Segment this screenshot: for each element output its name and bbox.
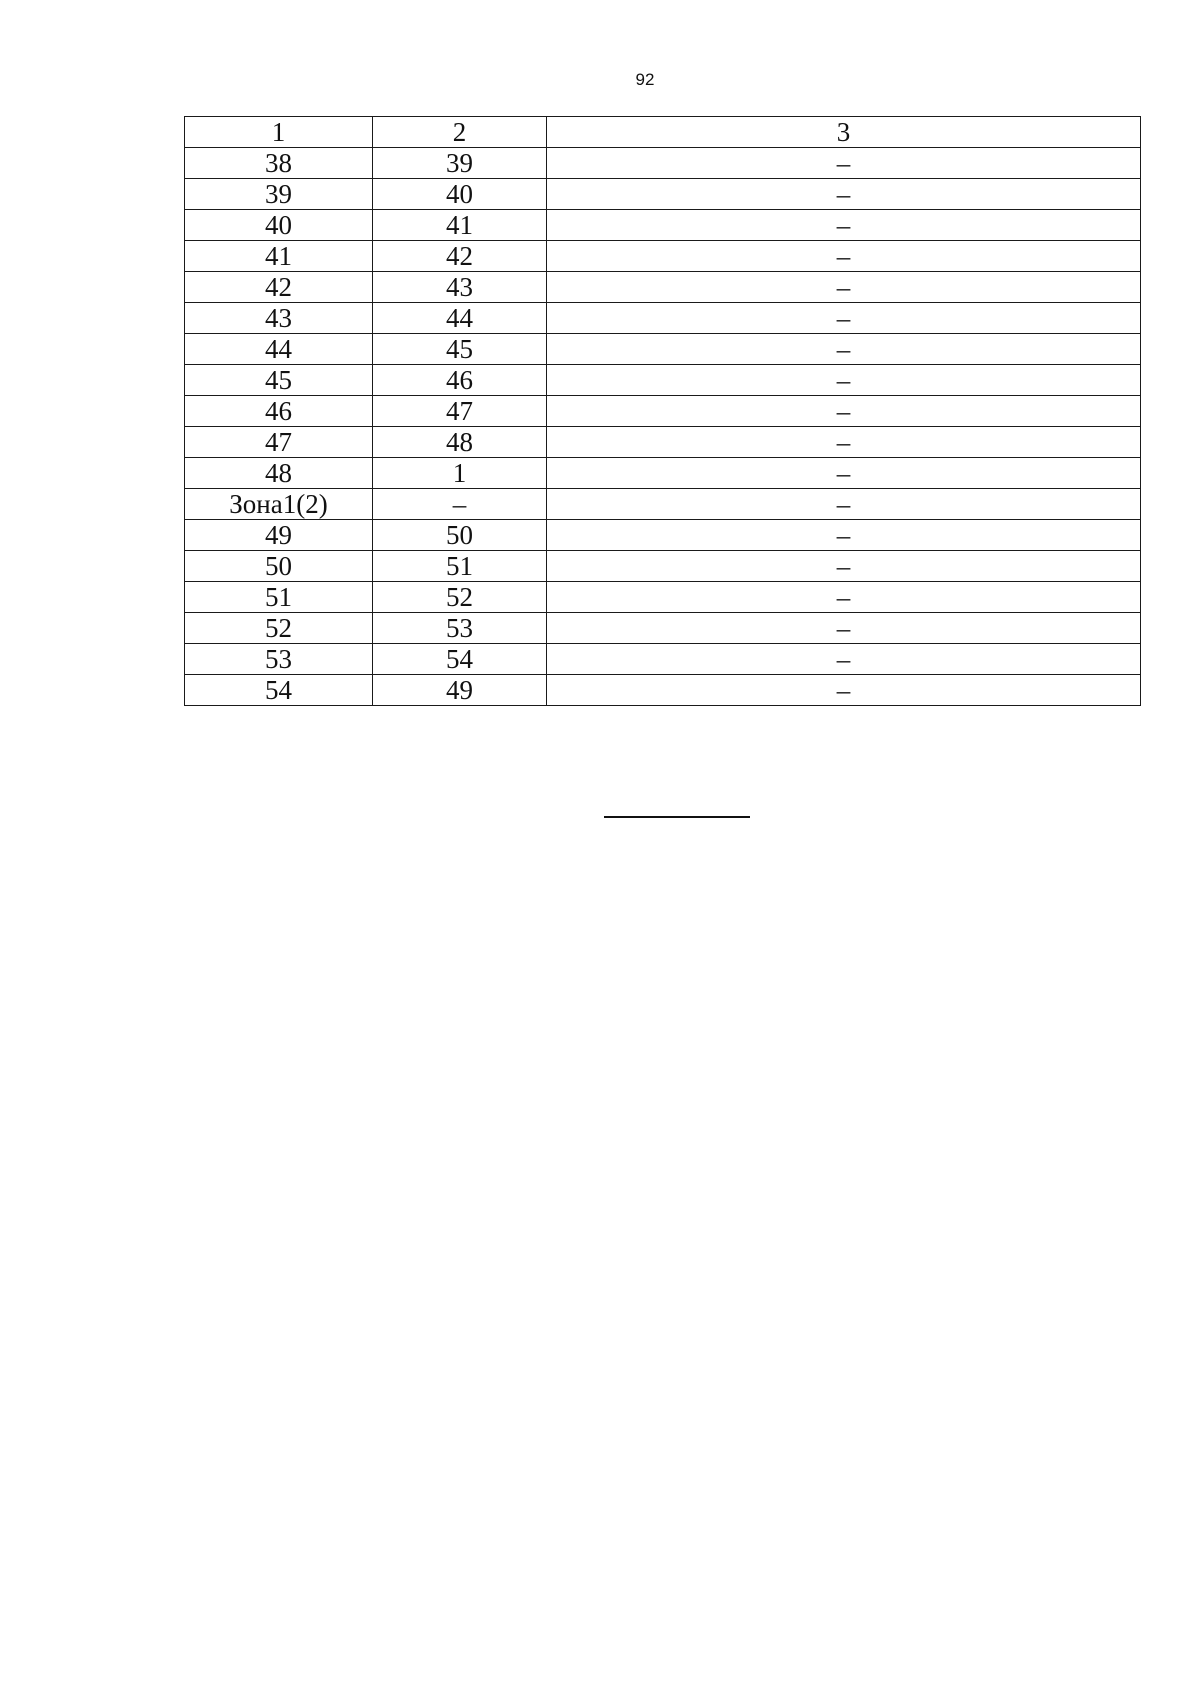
table-cell-col-3: – bbox=[547, 241, 1141, 272]
table-cell-col-2: 50 bbox=[373, 520, 547, 551]
table-cell-col-3: – bbox=[547, 334, 1141, 365]
table-cell-col-1: 45 bbox=[185, 365, 373, 396]
table-row bbox=[185, 148, 1141, 179]
table-row bbox=[185, 303, 1141, 334]
table-cell-col-1: 51 bbox=[185, 582, 373, 613]
table-cell-col-2: 45 bbox=[373, 334, 547, 365]
table-cell-col-3: – bbox=[547, 396, 1141, 427]
table-row bbox=[185, 644, 1141, 675]
table-cell-col-2: – bbox=[373, 489, 547, 520]
table-cell-col-2: 42 bbox=[373, 241, 547, 272]
table-cell-col-1: 42 bbox=[185, 272, 373, 303]
table-cell-col-3: – bbox=[547, 210, 1141, 241]
table-cell-col-1: 48 bbox=[185, 458, 373, 489]
table-cell-col-3: – bbox=[547, 551, 1141, 582]
table-row bbox=[185, 334, 1141, 365]
table-cell-col-1: 43 bbox=[185, 303, 373, 334]
table-row bbox=[185, 365, 1141, 396]
table-cell-col-2: 44 bbox=[373, 303, 547, 334]
table-cell-col-2: 47 bbox=[373, 396, 547, 427]
page-number bbox=[0, 70, 1200, 90]
table-cell-col-2: 52 bbox=[373, 582, 547, 613]
table-cell-col-1: 41 bbox=[185, 241, 373, 272]
table-cell-col-3: – bbox=[547, 272, 1141, 303]
table-cell-col-2: 49 bbox=[373, 675, 547, 706]
table-cell-col-3: – bbox=[547, 675, 1141, 706]
table-cell-col-1: Зона1(2) bbox=[185, 489, 373, 520]
header-cell-2: 2 bbox=[373, 117, 547, 148]
closing-rule bbox=[604, 816, 750, 818]
table-row bbox=[185, 179, 1141, 210]
table-cell-col-1: 47 bbox=[185, 427, 373, 458]
table-cell-col-2: 41 bbox=[373, 210, 547, 241]
table-cell-col-2: 53 bbox=[373, 613, 547, 644]
table-row bbox=[185, 427, 1141, 458]
table-cell-col-2: 1 bbox=[373, 458, 547, 489]
table-row bbox=[185, 210, 1141, 241]
table-cell-col-2: 48 bbox=[373, 427, 547, 458]
table-body bbox=[185, 117, 1141, 706]
table-row bbox=[185, 551, 1141, 582]
data-table bbox=[184, 116, 1141, 706]
table-row bbox=[185, 396, 1141, 427]
table-cell-col-3: – bbox=[547, 179, 1141, 210]
table-row bbox=[185, 241, 1141, 272]
table-cell-col-3: – bbox=[547, 427, 1141, 458]
table-cell-col-1: 46 bbox=[185, 396, 373, 427]
table-cell-col-1: 52 bbox=[185, 613, 373, 644]
table-row bbox=[185, 675, 1141, 706]
header-cell-3: 3 bbox=[547, 117, 1141, 148]
table-cell-col-3: – bbox=[547, 582, 1141, 613]
table-row bbox=[185, 272, 1141, 303]
table-cell-col-1: 54 bbox=[185, 675, 373, 706]
table-header-row bbox=[185, 117, 1141, 148]
table-cell-col-3: – bbox=[547, 489, 1141, 520]
table-cell-col-2: 43 bbox=[373, 272, 547, 303]
table-cell-col-3: – bbox=[547, 520, 1141, 551]
table-cell-col-2: 46 bbox=[373, 365, 547, 396]
header-cell-1: 1 bbox=[185, 117, 373, 148]
table-cell-col-3: – bbox=[547, 365, 1141, 396]
table-cell-col-2: 40 bbox=[373, 179, 547, 210]
table-cell-col-1: 39 bbox=[185, 179, 373, 210]
table-row bbox=[185, 582, 1141, 613]
table-row bbox=[185, 458, 1141, 489]
table-cell-col-2: 39 bbox=[373, 148, 547, 179]
table-cell-col-1: 49 bbox=[185, 520, 373, 551]
table-cell-col-1: 44 bbox=[185, 334, 373, 365]
table-cell-col-1: 50 bbox=[185, 551, 373, 582]
table-cell-col-2: 54 bbox=[373, 644, 547, 675]
table-row bbox=[185, 489, 1141, 520]
table-cell-col-3: – bbox=[547, 613, 1141, 644]
table-cell-col-3: – bbox=[547, 148, 1141, 179]
table-cell-col-1: 40 bbox=[185, 210, 373, 241]
table-row bbox=[185, 520, 1141, 551]
table-cell-col-1: 53 bbox=[185, 644, 373, 675]
table-cell-col-2: 51 bbox=[373, 551, 547, 582]
table-cell-col-1: 38 bbox=[185, 148, 373, 179]
table-cell-col-3: – bbox=[547, 644, 1141, 675]
table-cell-col-3: – bbox=[547, 458, 1141, 489]
table-row bbox=[185, 613, 1141, 644]
table-cell-col-3: – bbox=[547, 303, 1141, 334]
page-number-text: 92 bbox=[635, 70, 655, 89]
